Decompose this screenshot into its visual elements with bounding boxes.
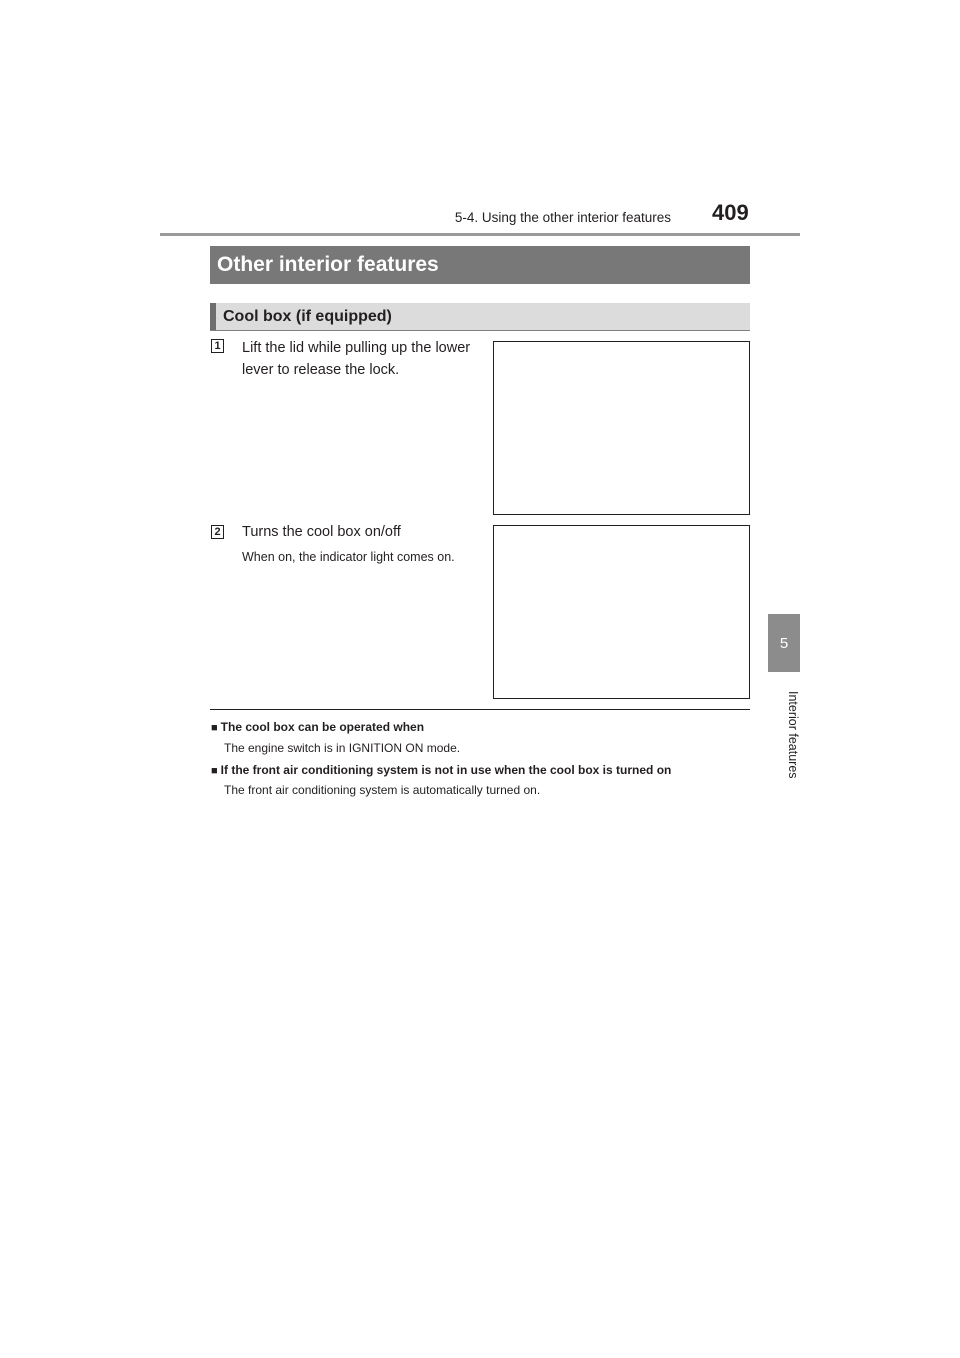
- note-2-title: [211, 763, 671, 777]
- step-1-badge: 1: [211, 339, 224, 353]
- chapter-label: Interior features: [786, 691, 800, 779]
- note-1-body: The engine switch is in IGNITION ON mode.: [224, 741, 461, 755]
- chapter-tab: [768, 614, 800, 672]
- step-2-text: Turns the cool box on/off: [242, 524, 401, 540]
- note-2-body: The front air conditioning system is automatically turned on.: [224, 783, 541, 797]
- step-1-text: Lift the lid while pulling up the lower lever to release the lock.: [242, 340, 471, 378]
- step-1-illustration: [493, 341, 750, 515]
- subsection-title: Cool box (if equipped): [223, 307, 392, 325]
- note-2-title-text: If the front air conditioning system is not in use when the cool box is turned on: [220, 763, 672, 777]
- step-2-badge: 2: [211, 525, 224, 539]
- subsection-header: [210, 303, 750, 331]
- note-2-marker: ■: [211, 765, 218, 777]
- content-divider: [210, 709, 750, 710]
- step-2-note: When on, the indicator light comes on.: [242, 550, 455, 564]
- page-number: 409: [712, 200, 749, 225]
- note-1-title: [211, 720, 424, 734]
- section-title: [210, 246, 750, 284]
- header-divider: [160, 233, 800, 236]
- section-title-text: Other interior features: [217, 253, 439, 276]
- chapter-number: 5: [779, 634, 789, 652]
- running-header-section: 5-4. Using the other interior features: [454, 210, 671, 225]
- note-1-title-text: The cool box can be operated when: [220, 720, 425, 734]
- subsection-marker-bar: [210, 303, 216, 330]
- note-1-marker: ■: [211, 722, 218, 734]
- step-2-illustration: [493, 525, 750, 699]
